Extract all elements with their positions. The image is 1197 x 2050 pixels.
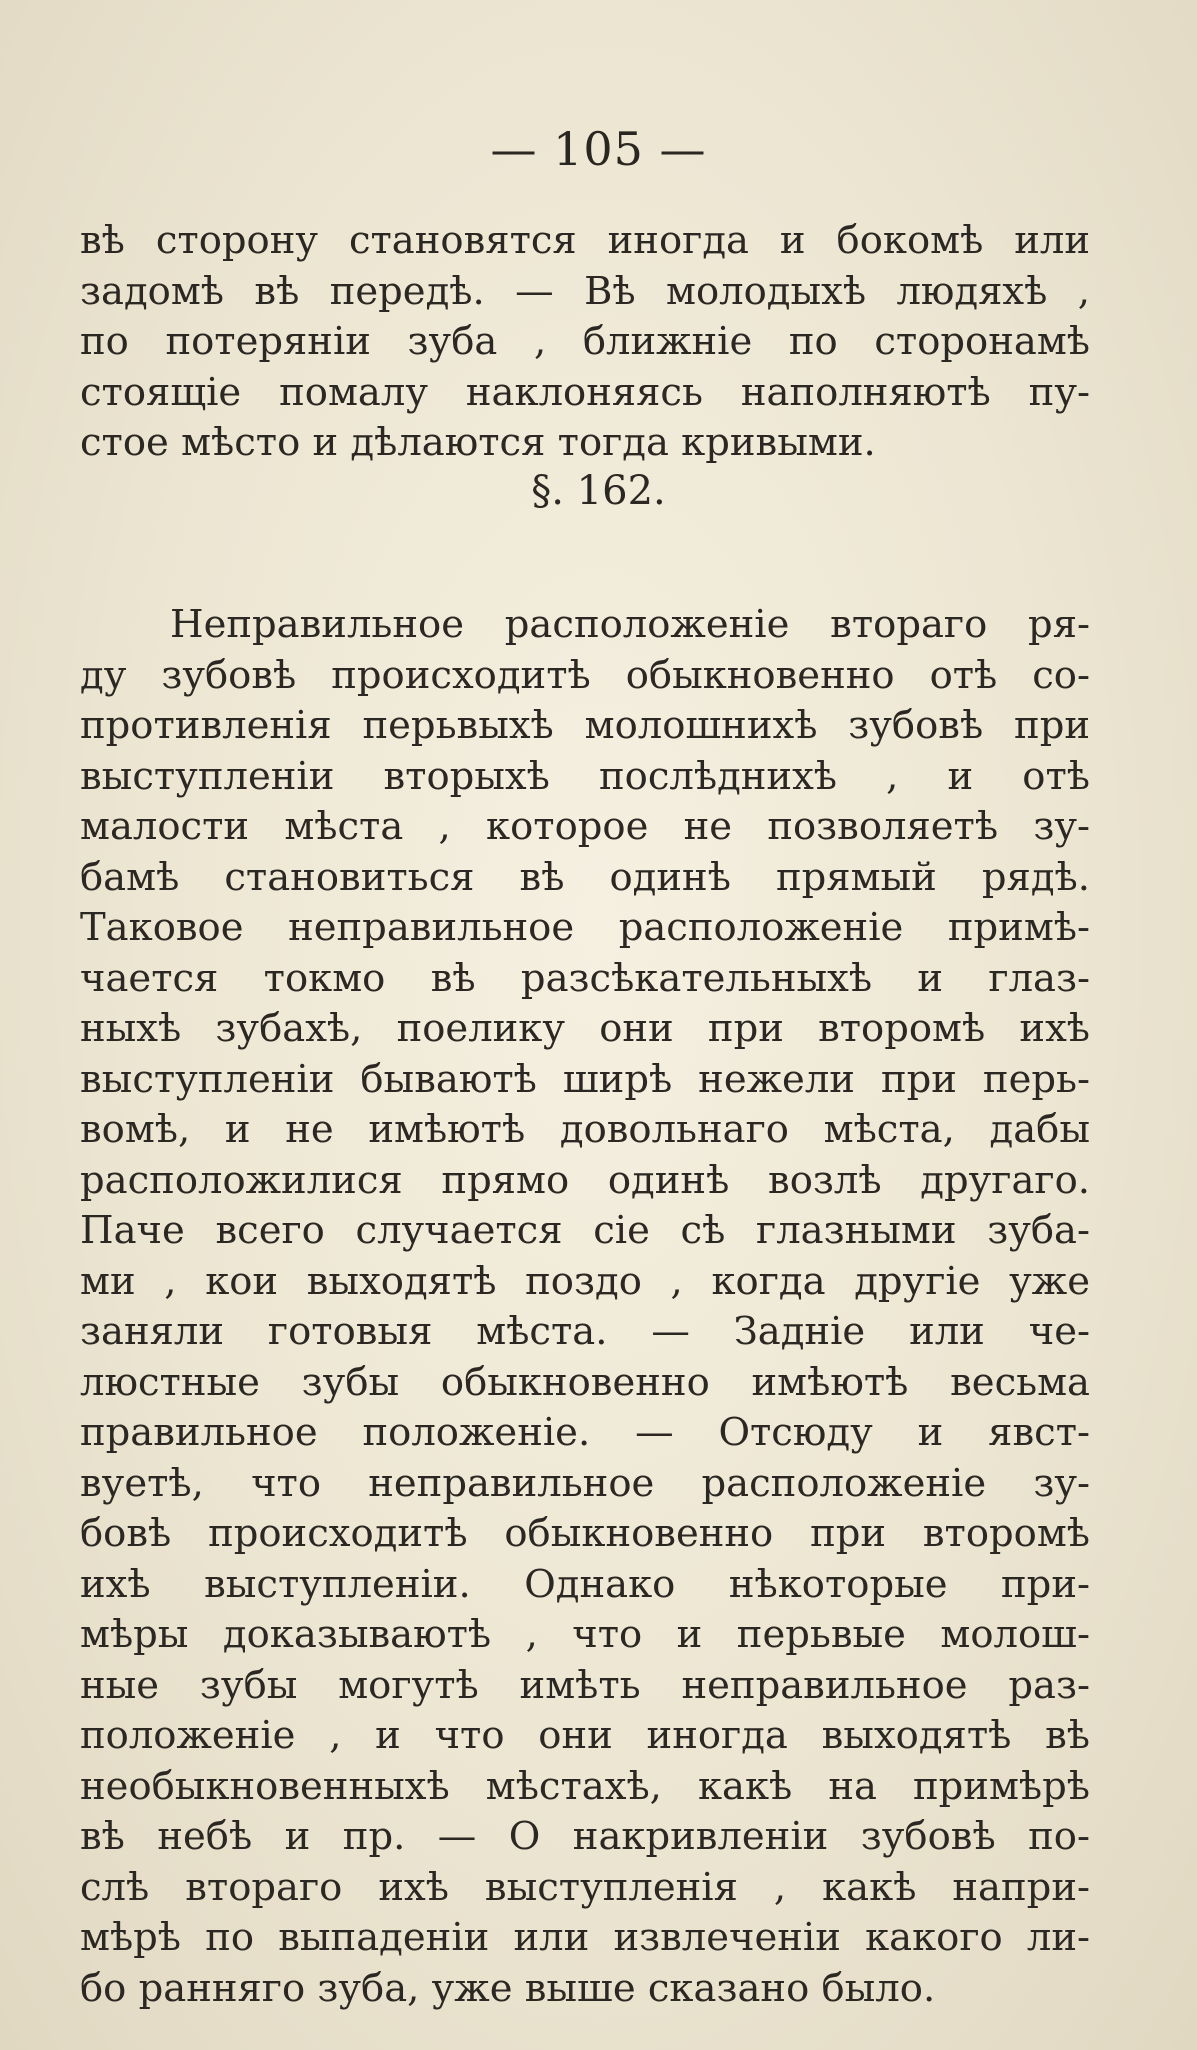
section-heading: §. 162. (531, 468, 666, 514)
text-line: слѣ втораго ихѣ выступленія , какѣ напри- (80, 1864, 1090, 1910)
text-line: бо ранняго зуба, уже выше сказано было. (80, 1965, 936, 2011)
text-line: выступленіи бываютѣ ширѣ нежели при перь- (80, 1056, 1090, 1102)
text-line: бовѣ происходитѣ обыкновенно при второмѣ (80, 1511, 1090, 1556)
text-line: задомѣ вѣ передѣ. — Вѣ молодыхѣ людяхѣ , (80, 268, 1090, 314)
text-line: вѣ сторону становятся иногда и бокомѣ или (80, 218, 1090, 263)
text-line: заняли готовыя мѣста. — Задніе или че- (80, 1309, 1090, 1354)
text-line: вомѣ, и не имѣютѣ довольнаго мѣста, дабы (80, 1107, 1090, 1152)
text-line: Паче всего случается сіе сѣ глазными зуба- (80, 1208, 1090, 1253)
text-line: стоящіе помалу наклоняясь наполняютѣ пу- (80, 369, 1090, 415)
text-line: ные зубы могутѣ имѣть неправильное раз- (80, 1662, 1090, 1708)
text-line: люстные зубы обыкновенно имѣютѣ весьма (80, 1359, 1090, 1405)
text-line: ду зубовѣ происходитѣ обыкновенно отѣ со- (80, 652, 1090, 698)
text-line: малости мѣста , которое не позволяетѣ зу- (80, 804, 1090, 849)
text-line: выступленіи вторыхѣ послѣднихѣ , и отѣ (80, 753, 1090, 799)
text-line: стое мѣсто и дѣлаются тогда кривыми. (80, 420, 876, 465)
text-line: чается токмо вѣ разсѣкательныхѣ и глаз- (80, 955, 1090, 1001)
text-line: Неправильное расположеніе втораго ря- (170, 602, 1090, 647)
page-number: — 105 — (490, 122, 707, 176)
text-line: ныхѣ зубахѣ, поелику они при второмѣ ихѣ (80, 1006, 1090, 1051)
text-line: правильное положеніе. — Отсюду и явст- (80, 1410, 1090, 1455)
text-line: необыкновенныхѣ мѣстахѣ, какѣ на примѣрѣ (80, 1763, 1090, 1809)
paragraph-2 (80, 600, 1090, 2014)
text-line: мѣры доказываютѣ , что и перьвые молош- (80, 1612, 1090, 1657)
text-line: вѣ небѣ и пр. — О накривленіи зубовѣ по- (80, 1814, 1090, 1859)
text-line: по потеряніи зуба , ближніе по сторонамѣ (80, 319, 1090, 364)
text-line: ихѣ выступленіи. Однако нѣкоторые при- (80, 1561, 1090, 1607)
text-line: вуетѣ, что неправильное расположеніе зу- (80, 1460, 1090, 1506)
text-line: бамѣ становиться вѣ одинѣ прямый рядѣ. (80, 854, 1090, 900)
text-line: Таковое неправильное расположеніе примѣ- (80, 905, 1090, 950)
text-line: ми , кои выходятѣ поздо , когда другіе уже (80, 1258, 1090, 1304)
text-line: противленія перьвыхѣ молошнихѣ зубовѣ при (80, 703, 1090, 748)
paragraph-1 (80, 216, 1090, 469)
text-line: мѣрѣ по выпаденіи или извлеченіи какого ли- (80, 1915, 1090, 1960)
text-line: положеніе , и что они иногда выходятѣ вѣ (80, 1713, 1090, 1758)
text-line: расположилися прямо одинѣ возлѣ другаго. (80, 1157, 1090, 1203)
